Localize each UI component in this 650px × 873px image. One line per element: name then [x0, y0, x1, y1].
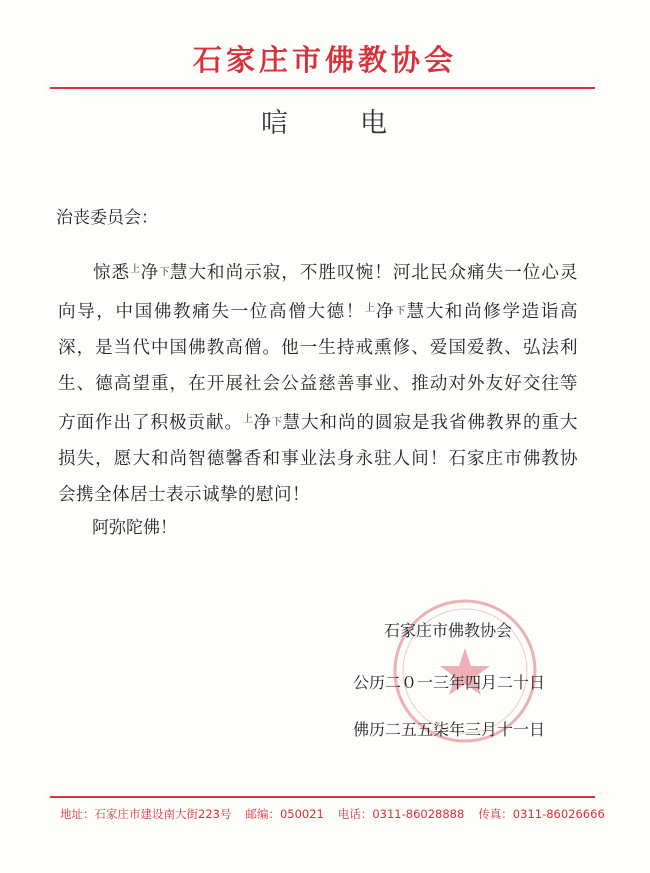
letterhead-divider — [50, 87, 595, 89]
honorific-up-mark: 上 — [130, 264, 141, 275]
footer-address: 地址：石家庄市建设南大街223号 — [60, 807, 232, 821]
signature-date-gregorian: 公历二０一三年四月二十日 — [353, 673, 546, 692]
body-text-2: 慧大和尚示寂，不胜叹惋！河北民众痛失一位心灵向导，中国佛教痛失一位高僧大德！ — [58, 263, 579, 322]
honorific-up-mark: 上 — [364, 303, 377, 314]
salutation: 治丧委员会： — [56, 208, 158, 228]
signature-org: 石家庄市佛教协会 — [384, 621, 513, 640]
footer-fax: 传真：0311-86026666 — [478, 807, 605, 821]
document-title-char-2: 电 — [360, 108, 389, 139]
document-title-char-1: 唁 — [261, 108, 290, 139]
monk-name-char: 净 — [253, 413, 272, 433]
footer-divider — [50, 796, 595, 798]
letter-body — [58, 252, 578, 513]
signature-date-buddhist: 佛历二五五柒年三月十一日 — [353, 720, 546, 739]
closing-phrase: 阿弥陀佛！ — [92, 518, 177, 538]
footer-phone: 电话：0311-86028888 — [337, 807, 465, 821]
monk-name-char: 净 — [376, 302, 396, 322]
honorific-down-mark: 下 — [159, 267, 170, 278]
document-title — [0, 101, 650, 140]
letterhead-org-name: 石家庄市佛教协会 — [192, 43, 457, 77]
body-text-4: 慧大和尚的圆寂是我省佛教界的重大损失，愿大和尚智德馨香和事业法身永驻人间！石家庄市佛教协会携全体居士表示诚挚的慰问！ — [58, 413, 578, 505]
footer-postcode: 邮编：050021 — [245, 807, 324, 821]
footer-contact — [60, 806, 620, 822]
honorific-down-mark: 下 — [395, 306, 407, 317]
monk-name-char: 净 — [140, 263, 160, 283]
body-text-3: 慧大和尚修学造诣高深，是当代中国佛教高僧。他一生持戒熏修、爱国爱教、弘法利生、德高望重，在开展社会公益慈善事业、推动对外友好交往等方面作出了积极贡献。 — [58, 302, 579, 433]
honorific-up-mark: 上 — [243, 414, 254, 425]
body-text-1: 惊悉 — [93, 263, 131, 283]
honorific-down-mark: 下 — [272, 417, 283, 428]
